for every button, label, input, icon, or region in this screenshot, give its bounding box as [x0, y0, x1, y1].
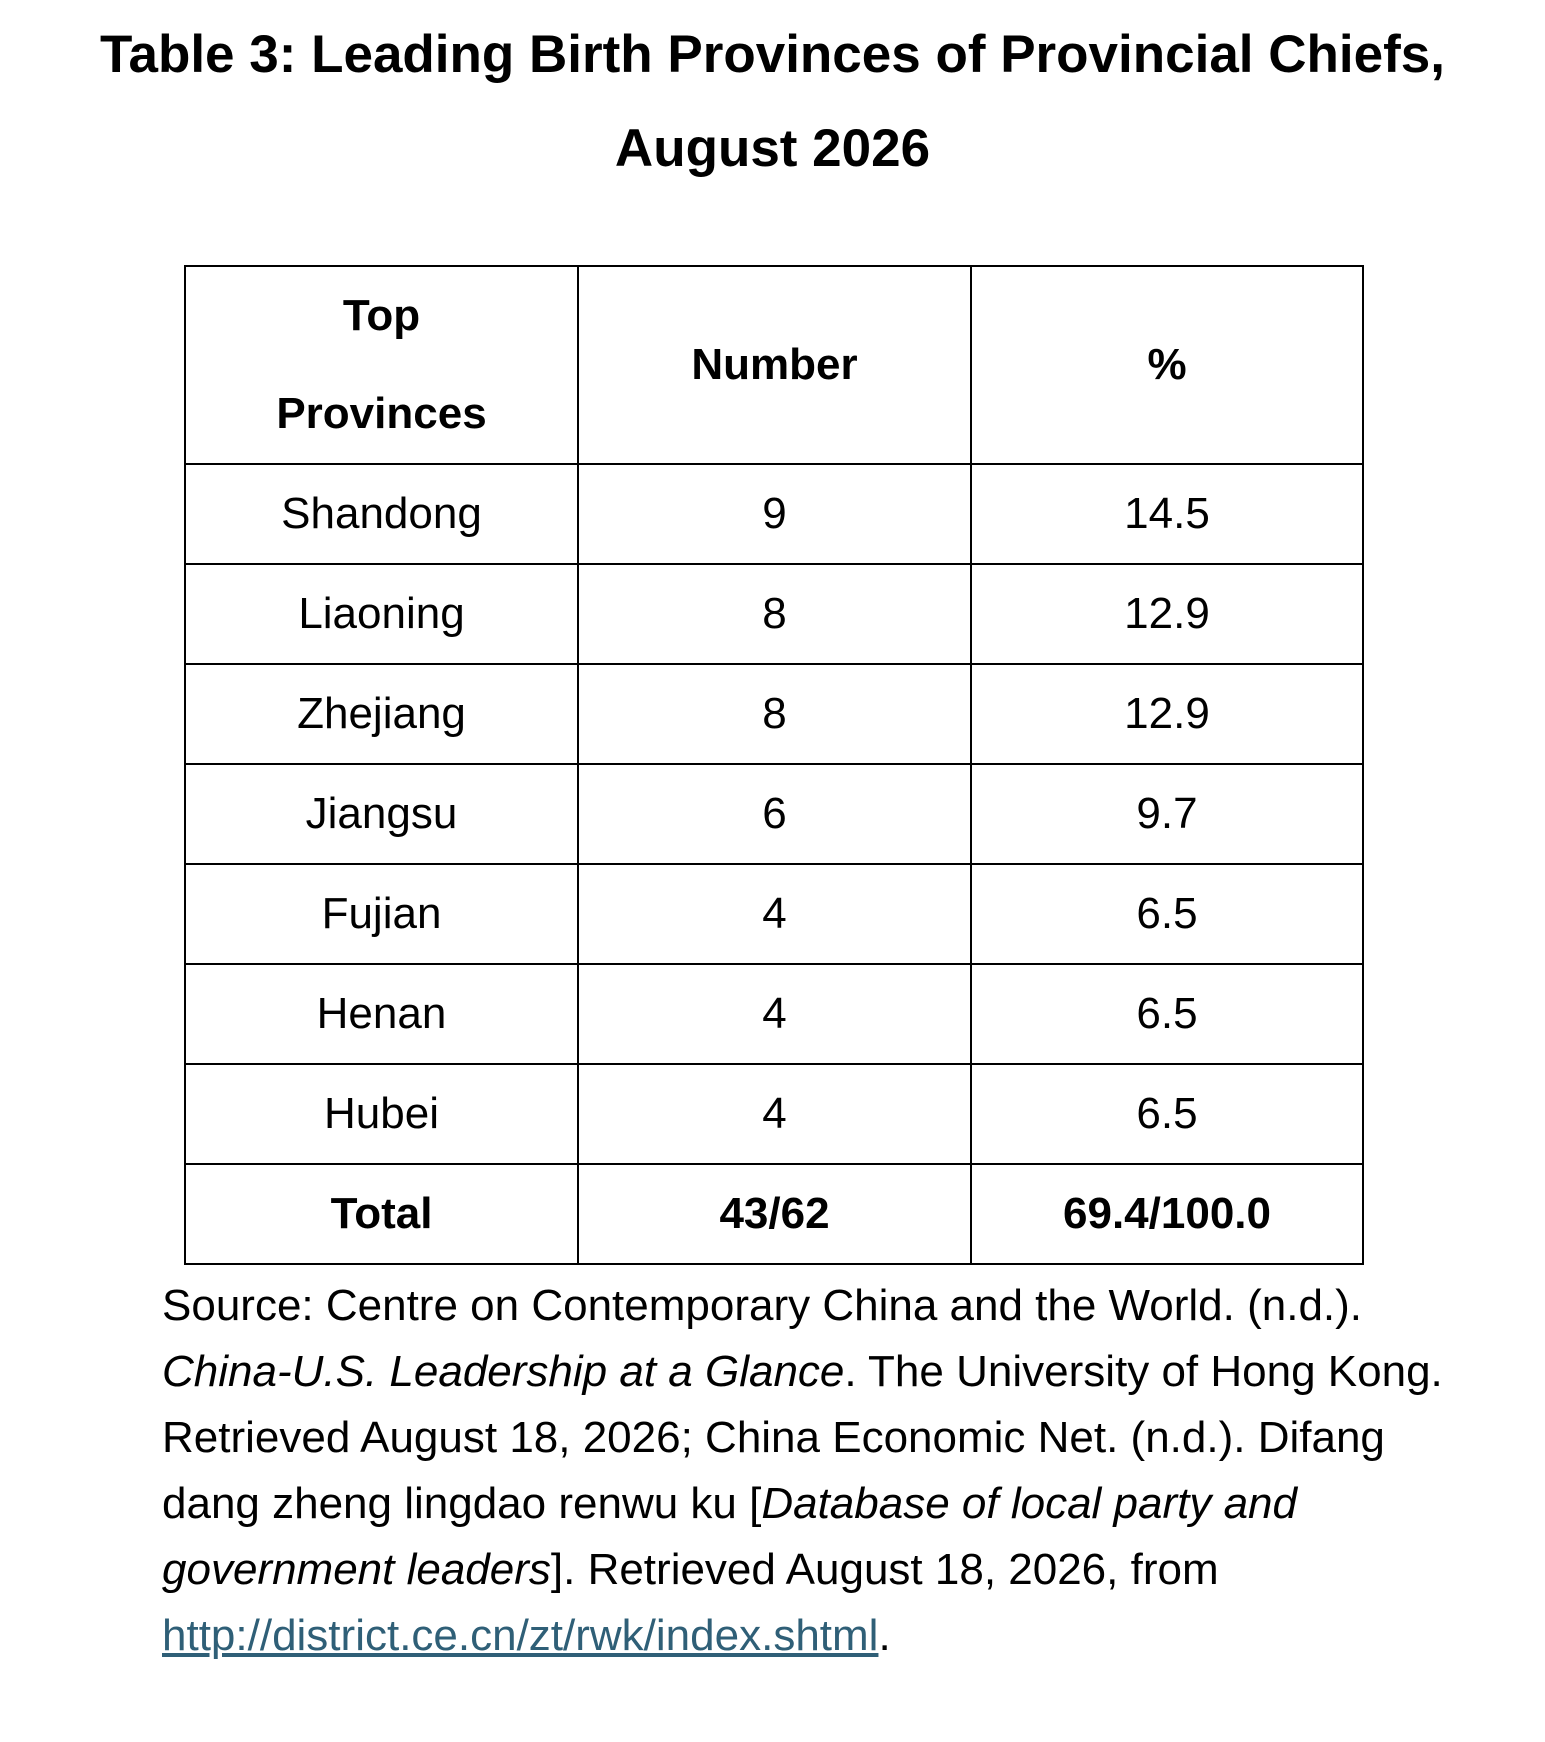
province-cell: Hubei	[185, 1064, 578, 1164]
source-note	[162, 1273, 1452, 1669]
table-row	[185, 864, 1363, 964]
header-percent: %	[971, 266, 1363, 464]
table-row	[185, 1064, 1363, 1164]
total-label: Total	[185, 1164, 578, 1264]
percent-cell: 9.7	[971, 764, 1363, 864]
header-row	[185, 266, 1363, 464]
province-cell: Fujian	[185, 864, 578, 964]
database-title-italic: Database of local party and government leaders	[162, 1479, 1297, 1594]
table-row	[185, 964, 1363, 1064]
province-cell: Liaoning	[185, 564, 578, 664]
header-top-provinces-line-1: Top	[342, 291, 421, 340]
source-end-period: .	[878, 1611, 891, 1660]
number-cell: 4	[578, 864, 971, 964]
percent-cell: 12.9	[971, 664, 1363, 764]
header-top-provinces	[185, 266, 578, 464]
header-top-provinces-line-2: Provinces	[276, 389, 487, 438]
table-row	[185, 664, 1363, 764]
province-cell: Henan	[185, 964, 578, 1064]
number-cell: 4	[578, 964, 971, 1064]
percent-cell: 14.5	[971, 464, 1363, 564]
number-cell: 6	[578, 764, 971, 864]
table-row	[185, 464, 1363, 564]
total-percent: 69.4/100.0	[971, 1164, 1363, 1264]
source-link[interactable]: http://district.ce.cn/zt/rwk/index.shtml	[162, 1611, 879, 1660]
table-row	[185, 564, 1363, 664]
table-row	[185, 764, 1363, 864]
number-cell: 4	[578, 1064, 971, 1164]
source-text-3: ]. Retrieved August 18, 2026, from	[550, 1545, 1219, 1594]
province-cell: Shandong	[185, 464, 578, 564]
number-cell: 9	[578, 464, 971, 564]
title-line-1: Table 3: Leading Birth Provinces of Provincial Chiefs,	[100, 25, 1445, 84]
number-cell: 8	[578, 564, 971, 664]
percent-cell: 6.5	[971, 1064, 1363, 1164]
percent-cell: 12.9	[971, 564, 1363, 664]
total-number: 43/62	[578, 1164, 971, 1264]
source-title-italic: China-U.S. Leadership at a Glance	[162, 1347, 845, 1396]
birth-provinces-table	[184, 265, 1364, 1265]
total-row	[185, 1164, 1363, 1264]
province-cell: Jiangsu	[185, 764, 578, 864]
source-text-1: Source: Centre on Contemporary China and the World. (n.d.).	[162, 1281, 1363, 1330]
percent-cell: 6.5	[971, 964, 1363, 1064]
source-text-2: . The University of Hong Kong. Retrieved August 18, 2026; China Economic Net. (n.d.). Difang dang zheng lingdao renwu ku [	[162, 1347, 1443, 1528]
title-line-2: August 2026	[614, 119, 931, 178]
percent-cell: 6.5	[971, 864, 1363, 964]
header-number: Number	[578, 266, 971, 464]
province-cell: Zhejiang	[185, 664, 578, 764]
table-title	[0, 8, 1545, 196]
number-cell: 8	[578, 664, 971, 764]
